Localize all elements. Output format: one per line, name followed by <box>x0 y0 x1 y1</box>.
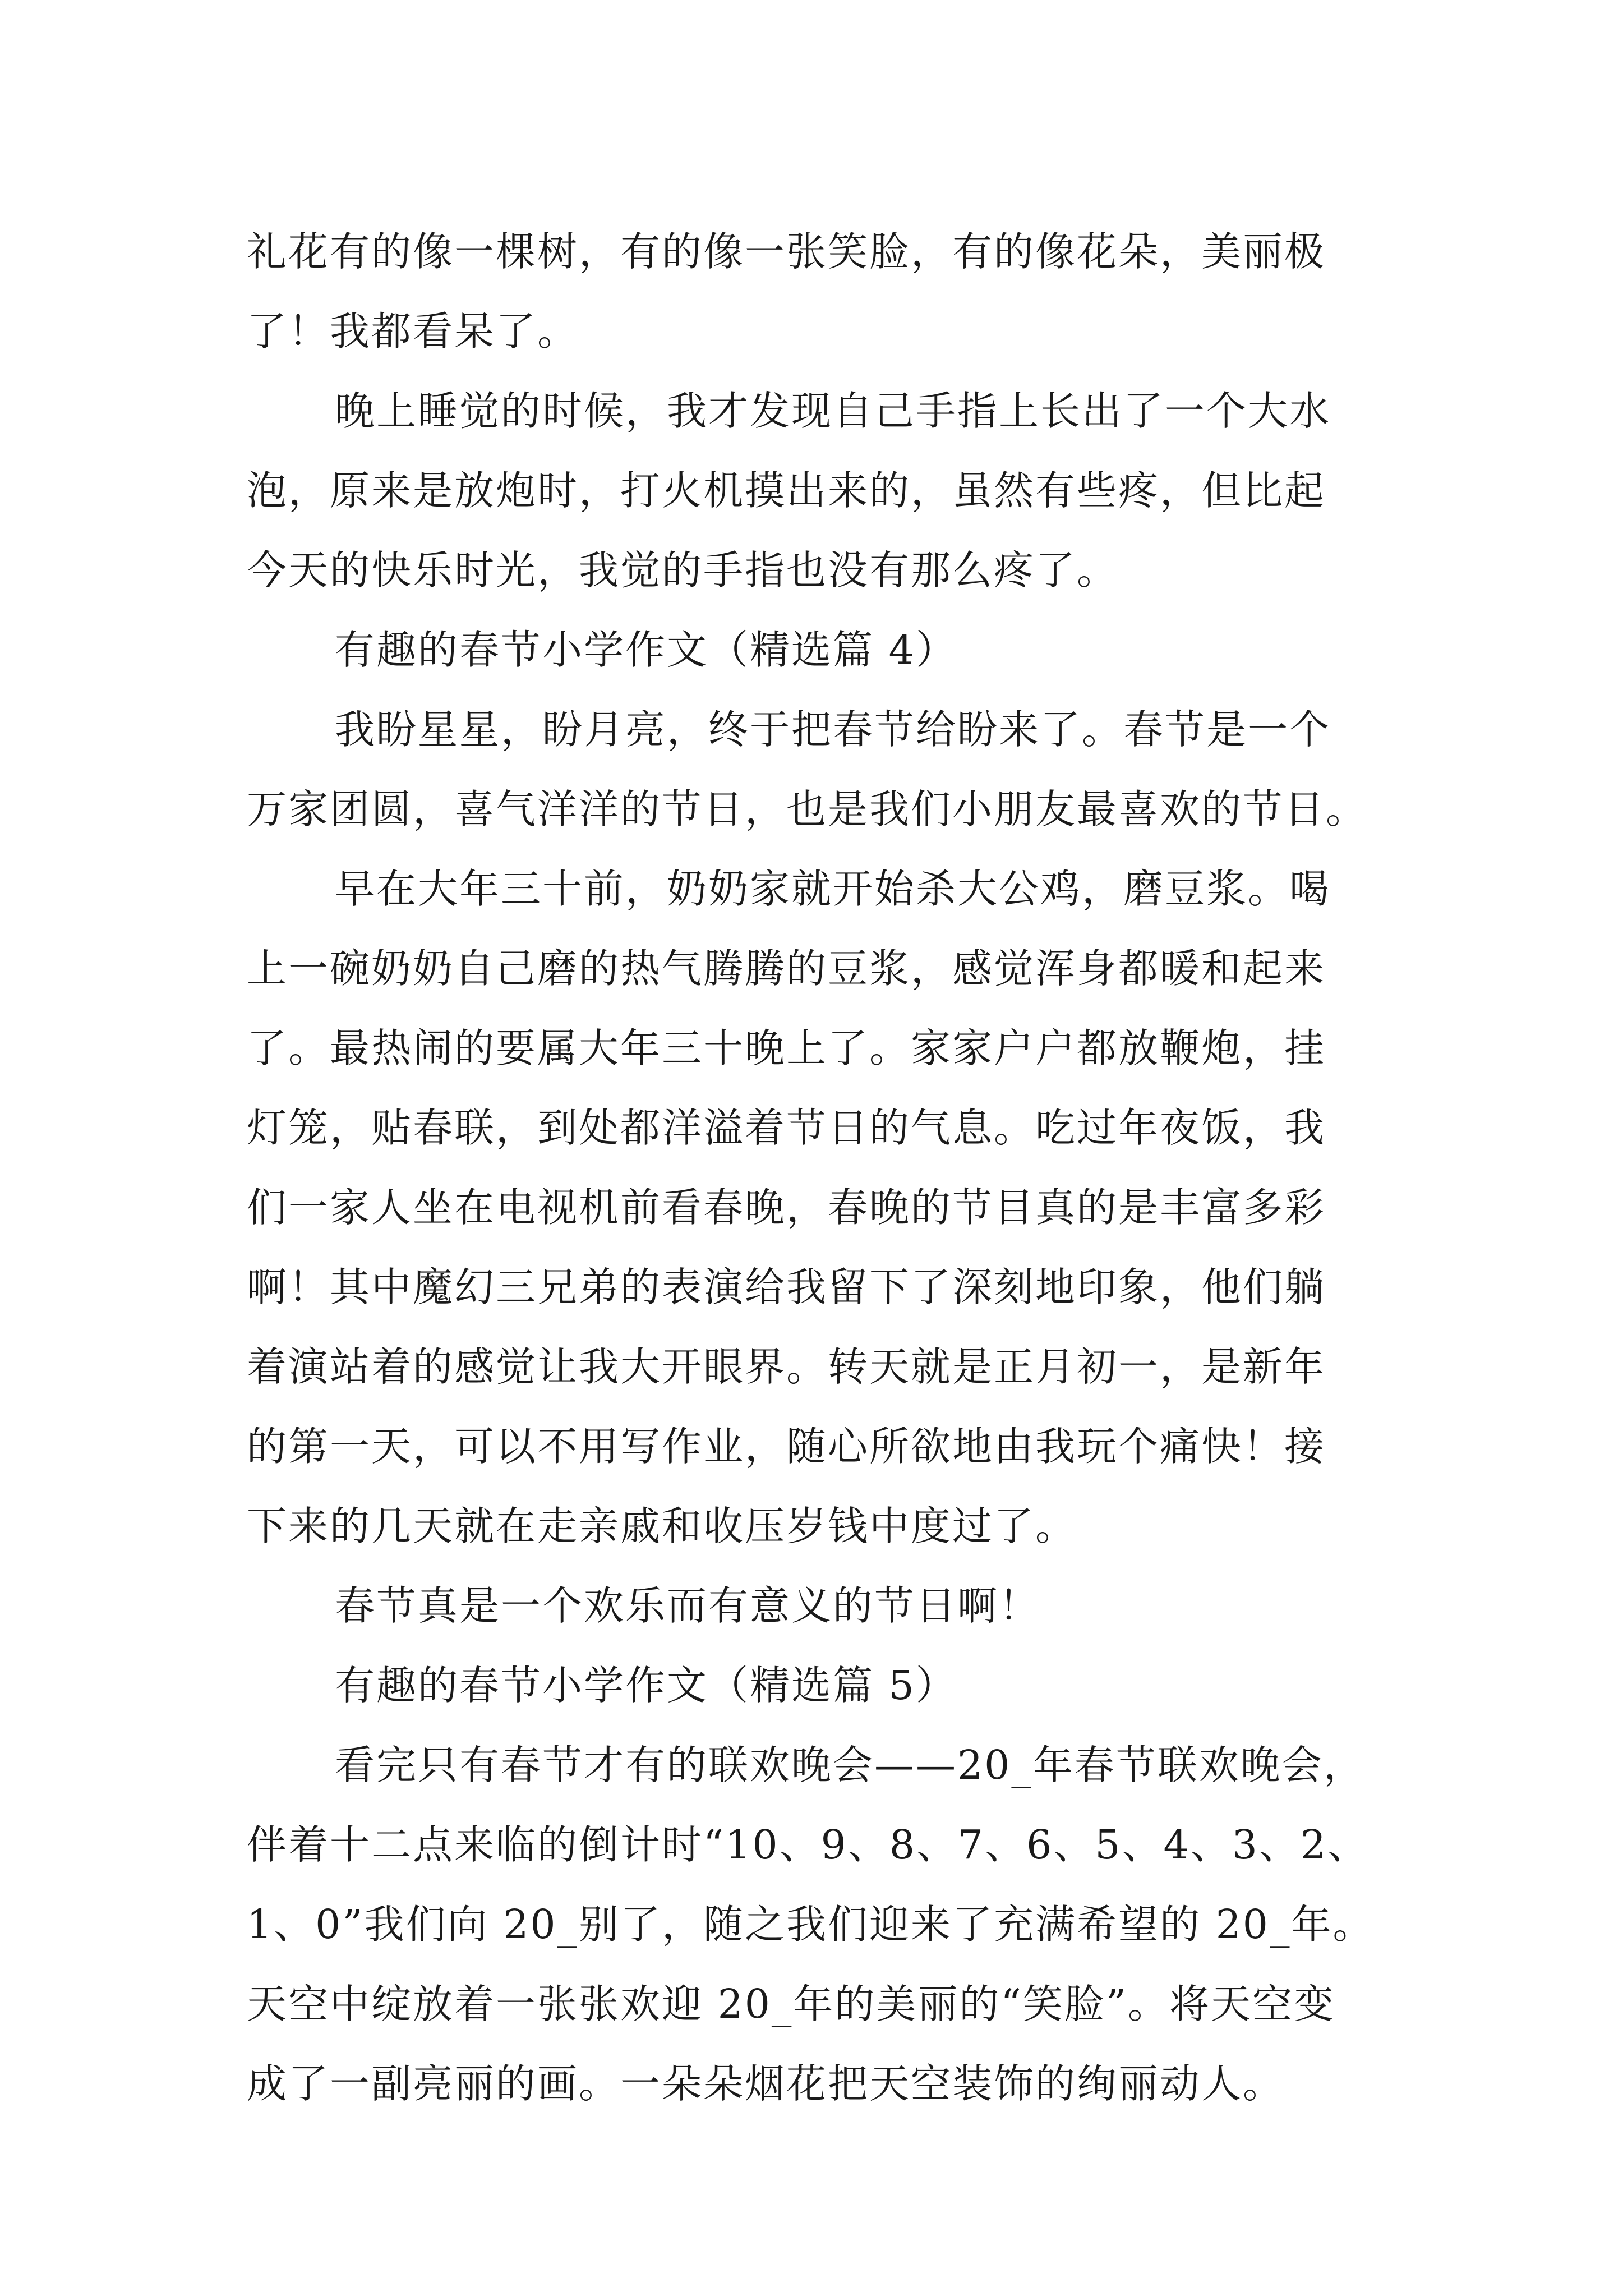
paragraph-start-line: 看完只有春节才有的联欢晚会——20_年春节联欢晚会， <box>335 1742 1365 1788</box>
paragraph-start-line: 晚上睡觉的时候，我才发现自己手指上长出了一个大水 <box>335 388 1331 434</box>
text-line: 啊！其中魔幻三兄弟的表演给我留下了深刻地印象，他们躺 <box>247 1264 1326 1310</box>
text-line: 万家团圆，喜气洋洋的节日，也是我们小朋友最喜欢的节日。 <box>247 786 1368 832</box>
paragraph-start-line: 春节真是一个欢乐而有意义的节日啊！ <box>335 1582 1041 1629</box>
text-line: 上一碗奶奶自己磨的热气腾腾的豆浆，感觉浑身都暖和起来 <box>247 945 1326 992</box>
text-line: 伴着十二点来临的倒计时“10、9、8、7、6、5、4、3、2、 <box>247 1821 1370 1868</box>
paragraph-start-line: 有趣的春节小学作文（精选篇 5） <box>335 1662 957 1709</box>
paragraph-start-line: 我盼星星，盼月亮，终于把春节给盼来了。春节是一个 <box>335 706 1331 753</box>
text-line: 们一家人坐在电视机前看春晚，春晚的节目真的是丰富多彩 <box>247 1184 1326 1231</box>
paragraph-start-line: 有趣的春节小学作文（精选篇 4） <box>335 627 957 673</box>
text-line: 今天的快乐时光，我觉的手指也没有那么疼了。 <box>247 547 1119 593</box>
text-line: 泡，原来是放炮时，打火机摸出来的，虽然有些疼，但比起 <box>247 467 1326 514</box>
text-line: 天空中绽放着一张张欢迎 20_年的美丽的“笑脸”。将天空变 <box>247 1981 1336 2027</box>
text-line: 礼花有的像一棵树，有的像一张笑脸，有的像花朵，美丽极 <box>247 228 1326 275</box>
text-line: 灯笼，贴春联，到处都洋溢着节日的气息。吃过年夜饭，我 <box>247 1105 1326 1151</box>
text-line: 下来的几天就在走亲戚和收压岁钱中度过了。 <box>247 1503 1077 1549</box>
text-line: 了！我都看呆了。 <box>247 308 579 355</box>
text-line: 1、0”我们向 20_别了，随之我们迎来了充满希望的 20_年。 <box>247 1901 1375 1948</box>
text-line: 成了一副亮丽的画。一朵朵烟花把天空装饰的绚丽动人。 <box>247 2060 1285 2107</box>
text-line: 的第一天，可以不用写作业，随心所欲地由我玩个痛快！接 <box>247 1423 1326 1470</box>
text-line: 着演站着的感觉让我大开眼界。转天就是正月初一，是新年 <box>247 1343 1326 1390</box>
essay-body <box>247 212 1408 2124</box>
paragraph-start-line: 早在大年三十前，奶奶家就开始杀大公鸡，磨豆浆。喝 <box>335 866 1331 912</box>
text-line: 了。最热闹的要属大年三十晚上了。家家户户都放鞭炮，挂 <box>247 1025 1326 1071</box>
